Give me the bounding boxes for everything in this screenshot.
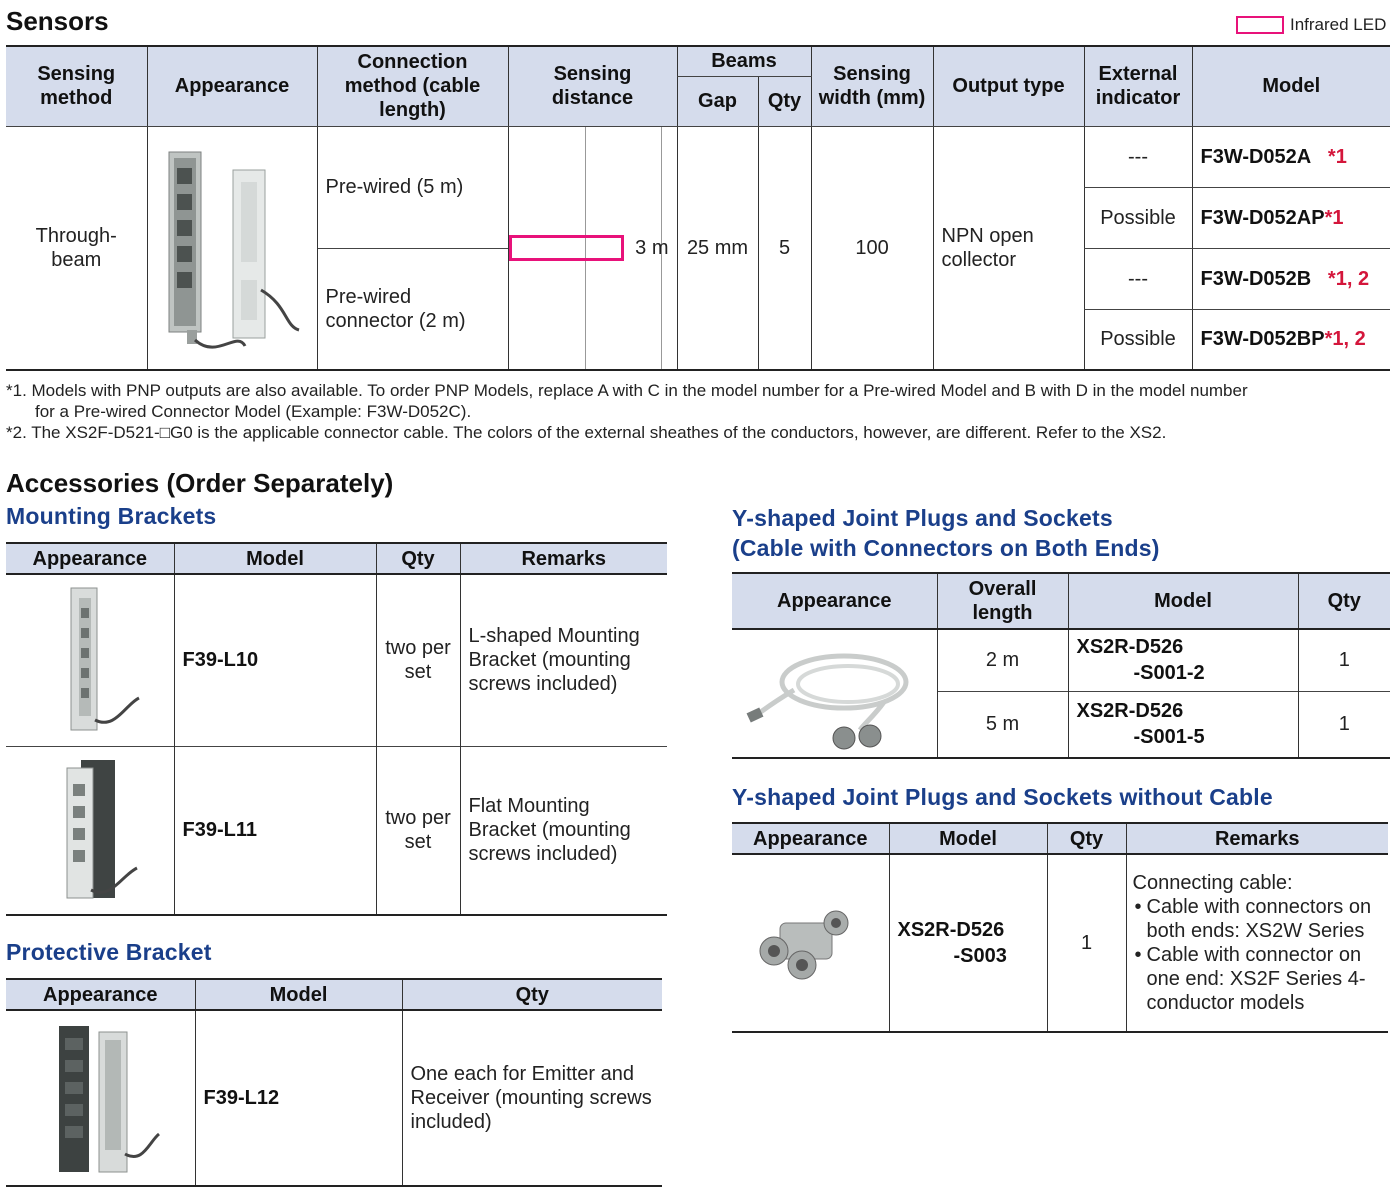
indicator-2: Possible (1100, 206, 1176, 229)
th-model: Model (1262, 75, 1321, 98)
sensing-method-cell: Through-beam (6, 126, 147, 370)
th-sensing-method: Sensing method (37, 63, 116, 110)
th-appearance: Appearance (174, 75, 290, 98)
th-gap: Gap (698, 90, 737, 112)
footnotes (6, 380, 1392, 443)
sensors-table (6, 45, 1390, 371)
th-output-type: Output type (952, 75, 1065, 98)
ynocable-table (732, 822, 1388, 1033)
yn-th-appearance: Appearance (753, 827, 868, 850)
sensors-title: Sensors (6, 6, 109, 36)
yc-length-1: 2 m (985, 649, 1020, 672)
mt-remarks-1: L-shaped Mounting Bracket (mounting screws included) (468, 625, 640, 696)
th-sensing-distance: Sensing distance (551, 63, 634, 110)
yc-qty-2: 1 (1338, 713, 1350, 736)
model-1: F3W-D052A *1 (1192, 126, 1390, 187)
y-cable-figure (744, 632, 924, 756)
mt-th-remarks: Remarks (521, 547, 606, 570)
mt-row-2 (6, 746, 667, 915)
protective-bracket-figure (35, 1014, 165, 1182)
mt-qty-1: two per set (385, 637, 451, 684)
width-value: 100 (855, 236, 889, 259)
model-3-note: *1, 2 (1327, 267, 1370, 290)
ycable-table (732, 572, 1390, 759)
flat-bracket-figure (35, 750, 145, 910)
th-qty: Qty (767, 90, 802, 112)
accessories-title: Accessories (Order Separately) (6, 468, 394, 498)
yc-th-length: Overall length (968, 578, 1037, 624)
pb-row (6, 1010, 662, 1186)
yn-th-qty: Qty (1069, 827, 1104, 850)
yn-remarks-list (1133, 895, 1383, 1015)
indicator-1: --- (1128, 145, 1148, 168)
yn-row (732, 854, 1388, 1032)
yc-th-model: Model (1154, 590, 1212, 612)
mounting-title: Mounting Brackets (6, 503, 217, 529)
connection-connector: Pre-wired connector (2 m) (325, 285, 466, 332)
yc-model-2a: XS2R-D526 (1076, 700, 1184, 723)
yn-remark-2: • Cable with connector on one end: XS2F Series 4-conductor models (1133, 943, 1383, 1015)
mt-model-2: F39-L11 (182, 819, 257, 842)
mt-row-1 (6, 574, 667, 746)
yc-qty-1: 1 (1338, 649, 1350, 672)
footnote-1-cont: for a Pre-wired Connector Model (Example: F3W-D052C). (35, 402, 472, 421)
output-value: NPN open collector (941, 224, 1034, 271)
pb-th-model: Model (269, 983, 328, 1006)
mt-remarks-2: Flat Mounting Bracket (mounting screws included) (468, 795, 631, 866)
th-external-indicator: External indicator (1095, 63, 1181, 110)
ynocable-title: Y-shaped Joint Plugs and Sockets without Cable (732, 784, 1273, 810)
protective-table (6, 978, 662, 1187)
pb-th-appearance: Appearance (43, 983, 158, 1006)
yc-model-1b: -S001-2 (1133, 662, 1205, 685)
yn-model-a: XS2R-D526 (897, 919, 1005, 941)
legend-label: Infrared LED (1290, 15, 1387, 34)
connection-prewired: Pre-wired (5 m) (325, 176, 464, 198)
ycable-title (732, 503, 1160, 563)
pb-th-qty: Qty (515, 983, 549, 1006)
footnote-1: *1. Models with PNP outputs are also available. To order PNP Models, replace A with C in the model number for a Pre-wired Model and B with D in the model number (6, 381, 1248, 400)
ycable-title-line2: (Cable with Connectors on Both Ends) (732, 535, 1160, 561)
th-beams: Beams (711, 50, 777, 73)
yn-remarks-title: Connecting cable: (1132, 872, 1293, 894)
yn-remark-1: • Cable with connectors on both ends: XS2W Series (1133, 895, 1383, 943)
protective-title: Protective Bracket (6, 939, 212, 965)
mt-th-model: Model (246, 547, 304, 570)
yc-model-2b: -S001-5 (1133, 726, 1205, 749)
ycable-title-line1: Y-shaped Joint Plugs and Sockets (732, 505, 1113, 531)
model-1-note: *1 (1327, 145, 1347, 168)
legend-swatch (1236, 16, 1284, 34)
gap-value: 25 mm (686, 236, 749, 259)
qty-value: 5 (778, 236, 791, 259)
mt-th-appearance: Appearance (32, 547, 147, 570)
sensor-image (147, 126, 317, 370)
footnote-2: *2. The XS2F-D521-□G0 is the applicable connector cable. The colors of the external sheathes of the conductors, however, are different. Refer to the XS2. (6, 423, 1167, 442)
mt-qty-2: two per set (385, 807, 451, 854)
yn-model-b: -S003 (953, 945, 1007, 967)
indicator-4: Possible (1100, 328, 1176, 351)
indicator-3: --- (1128, 267, 1148, 290)
th-connection: Connection method (cable length) (344, 51, 481, 122)
infrared-led-bar (509, 235, 624, 261)
yn-qty: 1 (1080, 932, 1093, 954)
sensing-distance-value: 3 m (635, 236, 669, 259)
l-bracket-figure (35, 580, 145, 740)
model-3: F3W-D052B *1, 2 (1192, 248, 1390, 309)
yc-th-appearance: Appearance (777, 590, 892, 612)
yn-th-model: Model (939, 827, 997, 850)
yc-model-1a: XS2R-D526 (1076, 636, 1184, 659)
model-4-note: *1, 2 (1324, 328, 1366, 351)
mounting-table (6, 542, 667, 916)
sensing-distance-cell (508, 126, 677, 370)
yc-length-2: 5 m (985, 713, 1020, 736)
light-curtain-figure (157, 130, 307, 366)
yn-th-remarks: Remarks (1214, 827, 1300, 850)
pb-qty: One each for Emitter and Receiver (mounting screws included) (410, 1063, 652, 1133)
yc-row-1 (732, 629, 1390, 691)
yc-th-qty: Qty (1327, 590, 1361, 612)
th-sensing-width: Sensing width (mm) (818, 63, 926, 110)
mt-th-qty: Qty (401, 547, 435, 570)
y-plug-figure (750, 893, 870, 993)
model-2: F3W-D052AP*1 (1192, 187, 1390, 248)
pb-model: F39-L12 (203, 1087, 280, 1109)
model-4: F3W-D052BP*1, 2 (1192, 309, 1390, 370)
mt-model-1: F39-L10 (182, 649, 259, 672)
model-2-note: *1 (1324, 206, 1344, 229)
